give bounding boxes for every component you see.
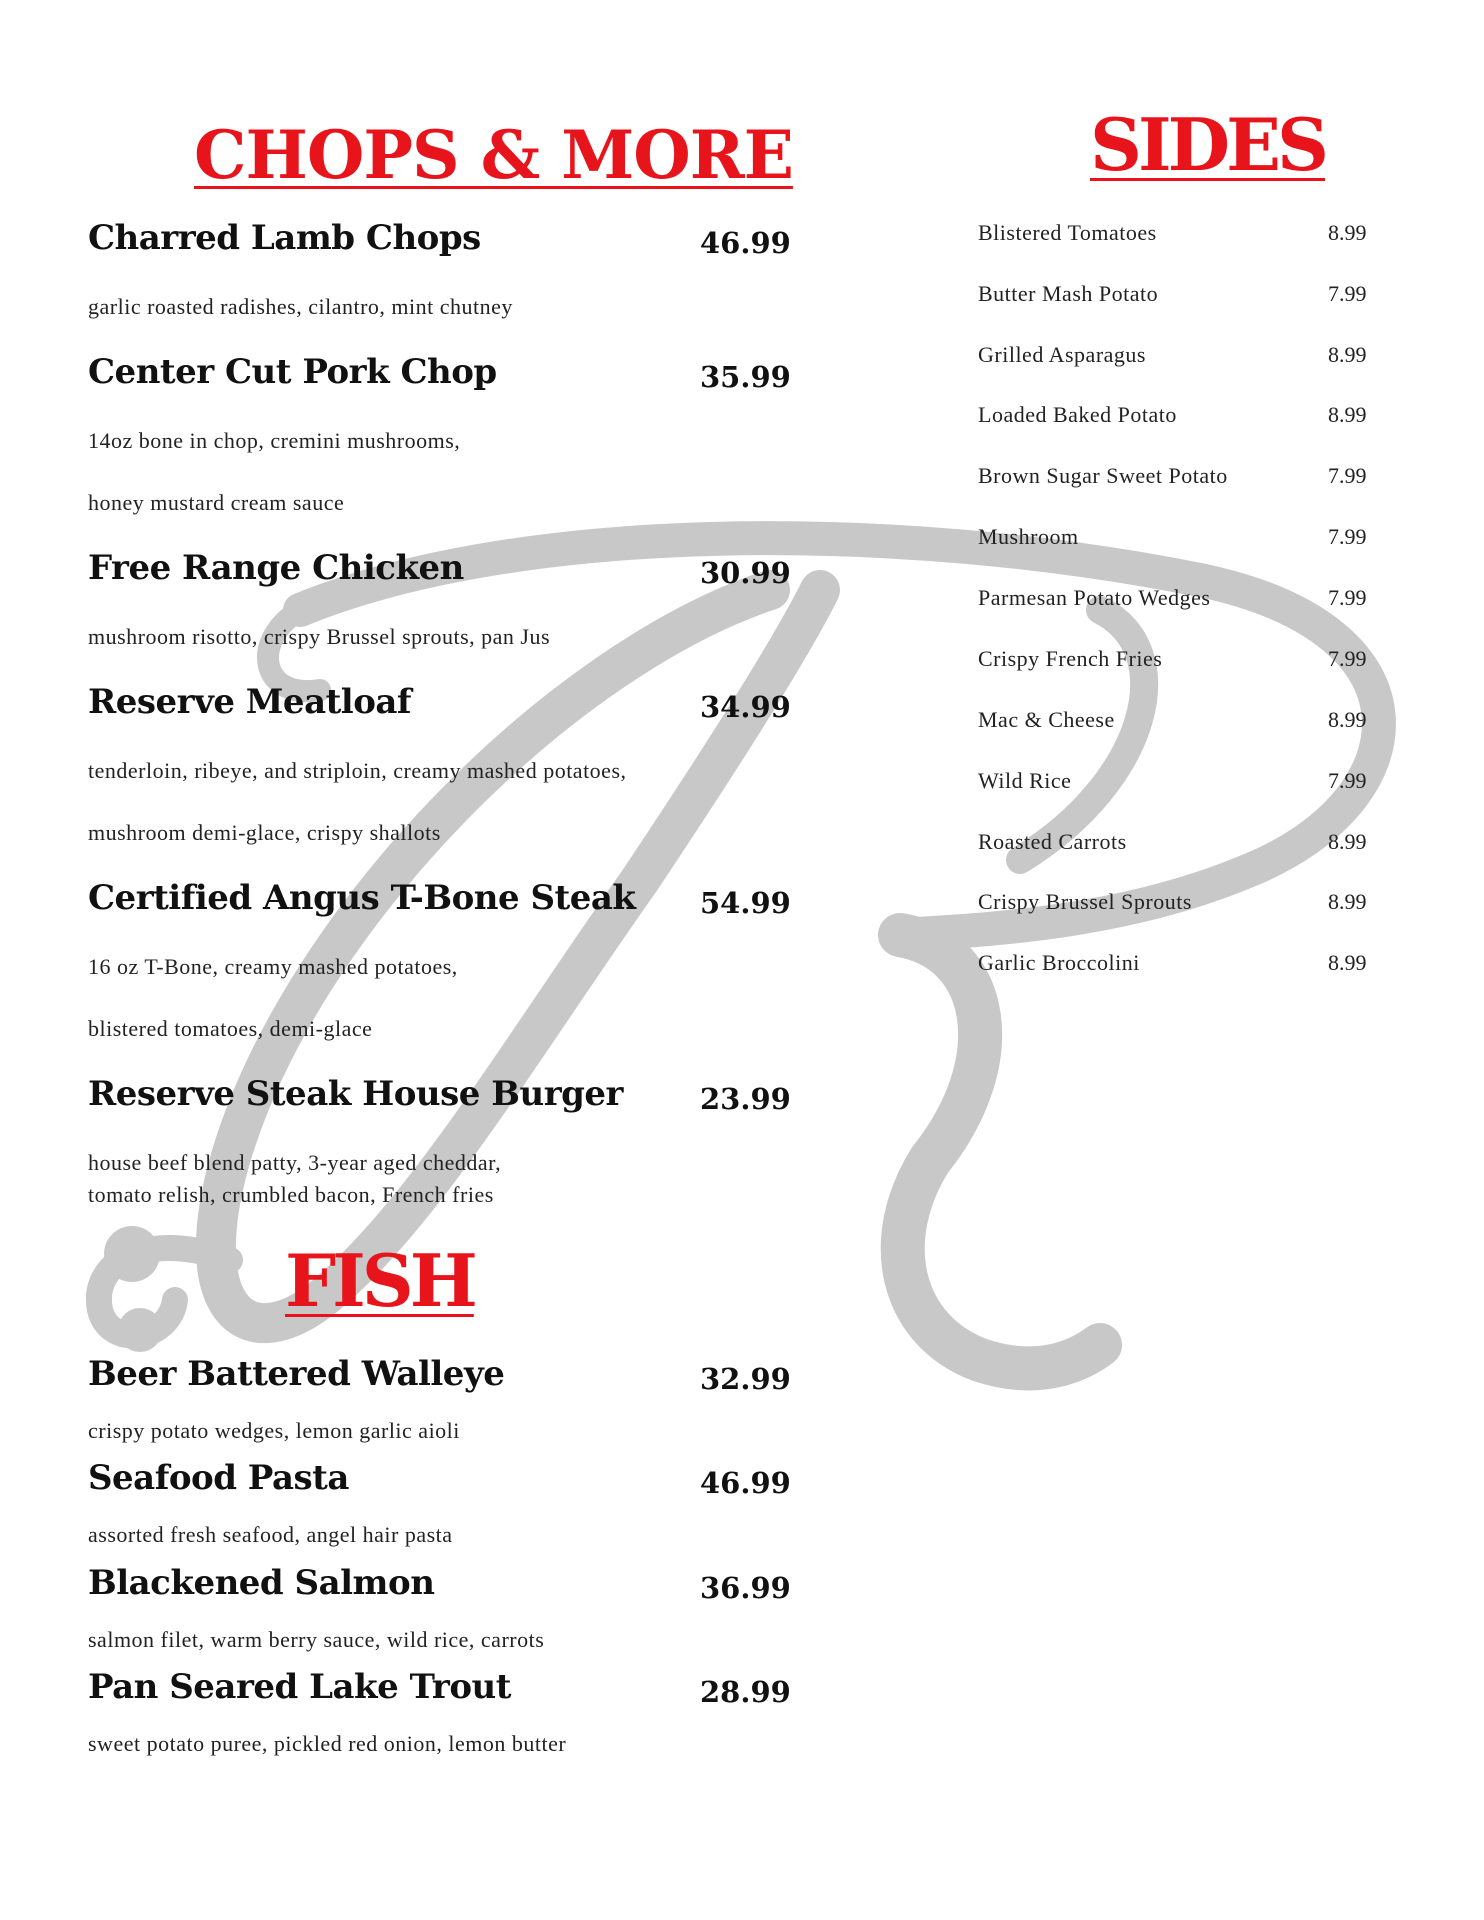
side-item-name: Mac & Cheese	[978, 707, 1115, 732]
menu-item-name: Free Range Chicken	[88, 548, 464, 588]
menu-item-description: honey mustard cream sauce	[88, 490, 345, 515]
side-item-price: 8.99	[1328, 220, 1367, 245]
menu-item-price: 46.99	[700, 226, 791, 260]
side-item-name: Wild Rice	[978, 768, 1072, 793]
sides-section-title: SIDES	[1090, 102, 1325, 187]
menu-item-price: 28.99	[700, 1675, 791, 1709]
side-item-price: 7.99	[1328, 646, 1367, 671]
menu-item-description: blistered tomatoes, demi-glace	[88, 1016, 373, 1041]
side-item-price: 7.99	[1328, 585, 1367, 610]
menu-item-name: Beer Battered Walleye	[88, 1354, 505, 1394]
menu-item-name: Reserve Steak House Burger	[88, 1074, 623, 1114]
menu-item-description: 16 oz T-Bone, creamy mashed potatoes,	[88, 954, 458, 979]
menu-item-description: mushroom demi-glace, crispy shallots	[88, 820, 441, 845]
menu-item-price: 23.99	[700, 1082, 791, 1116]
menu-item-description: sweet potato puree, pickled red onion, lemon butter	[88, 1731, 567, 1756]
menu-item-price: 32.99	[700, 1362, 791, 1396]
menu-item-description: crispy potato wedges, lemon garlic aioli	[88, 1418, 460, 1443]
menu-item-description: assorted fresh seafood, angel hair pasta	[88, 1522, 453, 1547]
menu-item-description: house beef blend patty, 3-year aged cheddar,	[88, 1150, 502, 1175]
side-item-price: 8.99	[1328, 889, 1367, 914]
menu-item-name: Blackened Salmon	[88, 1563, 435, 1603]
menu-item-name: Center Cut Pork Chop	[88, 352, 497, 392]
side-item-price: 8.99	[1328, 402, 1367, 427]
chops-section-title: CHOPS & MORE	[194, 116, 793, 194]
menu-item-price: 30.99	[700, 556, 791, 590]
side-item-name: Crispy Brussel Sprouts	[978, 889, 1192, 914]
menu-item-description: 14oz bone in chop, cremini mushrooms,	[88, 428, 461, 453]
menu-item-description: garlic roasted radishes, cilantro, mint chutney	[88, 294, 513, 319]
side-item-name: Roasted Carrots	[978, 829, 1127, 854]
fish-section-title: FISH	[285, 1238, 474, 1323]
side-item-name: Crispy French Fries	[978, 646, 1163, 671]
menu-item-description: tomato relish, crumbled bacon, French fries	[88, 1182, 494, 1207]
menu-item-price: 36.99	[700, 1571, 791, 1605]
side-item-name: Butter Mash Potato	[978, 281, 1159, 306]
side-item-name: Blistered Tomatoes	[978, 220, 1157, 245]
menu-item-price: 54.99	[700, 886, 791, 920]
side-item-price: 7.99	[1328, 768, 1367, 793]
side-item-price: 7.99	[1328, 463, 1367, 488]
side-item-name: Parmesan Potato Wedges	[978, 585, 1211, 610]
side-item-name: Brown Sugar Sweet Potato	[978, 463, 1228, 488]
menu-item-name: Certified Angus T-Bone Steak	[88, 878, 636, 918]
side-item-name: Loaded Baked Potato	[978, 402, 1177, 427]
side-item-price: 8.99	[1328, 950, 1367, 975]
side-item-price: 8.99	[1328, 707, 1367, 732]
side-item-price: 8.99	[1328, 342, 1367, 367]
menu-item-name: Charred Lamb Chops	[88, 218, 481, 258]
side-item-price: 7.99	[1328, 281, 1367, 306]
menu-item-description: tenderloin, ribeye, and striploin, creamy mashed potatoes,	[88, 758, 627, 783]
menu-item-name: Pan Seared Lake Trout	[88, 1667, 511, 1707]
side-item-price: 7.99	[1328, 524, 1367, 549]
menu-item-price: 46.99	[700, 1466, 791, 1500]
side-item-price: 8.99	[1328, 829, 1367, 854]
menu-item-description: salmon filet, warm berry sauce, wild rice, carrots	[88, 1627, 545, 1652]
menu-item-description: mushroom risotto, crispy Brussel sprouts, pan Jus	[88, 624, 551, 649]
side-item-name: Grilled Asparagus	[978, 342, 1146, 367]
menu-item-price: 35.99	[700, 360, 791, 394]
side-item-name: Mushroom	[978, 524, 1079, 549]
menu-item-name: Seafood Pasta	[88, 1458, 349, 1498]
menu-item-price: 34.99	[700, 690, 791, 724]
side-item-name: Garlic Broccolini	[978, 950, 1140, 975]
menu-item-name: Reserve Meatloaf	[88, 682, 412, 722]
